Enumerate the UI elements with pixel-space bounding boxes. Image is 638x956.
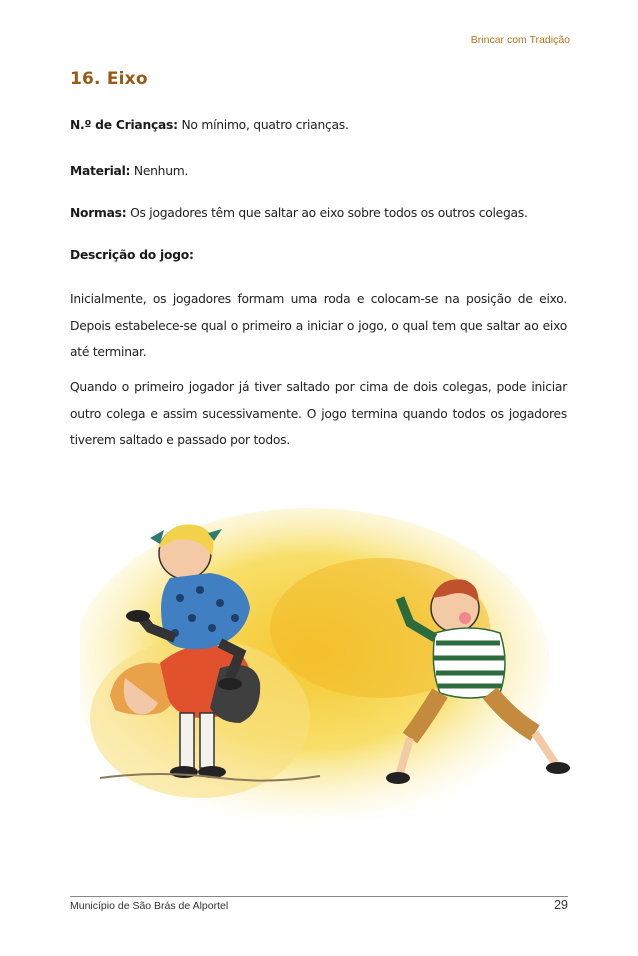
leapfrog-illustration (80, 478, 580, 828)
paragraph-1: Inicialmente, os jogadores formam uma roda e colocam-se na posição de eixo. Depois estabelece-se qual o primeiro a iniciar o jogo, o qual tem que saltar ao eixo até terminar. (70, 292, 567, 359)
footer-municipality: Município de São Brás de Alportel (70, 900, 229, 912)
material-line (70, 162, 188, 180)
rules-line (70, 204, 528, 222)
children-count-value: No mínimo, quatro crianças. (177, 118, 349, 132)
paragraph-2: Quando o primeiro jogador já tiver saltado por cima de dois colegas, pode iniciar outro colega e assim sucessivamente. O jogo termina quando todos os jogadores tiverem saltado e passado por todos. (70, 380, 567, 447)
description-heading (70, 246, 194, 264)
children-count-line (70, 116, 349, 134)
rules-label: Normas: (70, 206, 127, 220)
description-label: Descrição do jogo: (70, 248, 194, 262)
children-count-label: N.º de Crianças: (70, 118, 178, 132)
material-label: Material: (70, 164, 131, 178)
rules-value: Os jogadores têm que saltar ao eixo sobre todos os outros colegas. (126, 206, 528, 220)
footer-divider (70, 896, 568, 897)
running-header: Brincar com Tradição (470, 34, 570, 46)
page-number: 29 (554, 898, 568, 912)
section-title: 16. Eixo (70, 69, 148, 89)
material-value: Nenhum. (130, 164, 189, 178)
